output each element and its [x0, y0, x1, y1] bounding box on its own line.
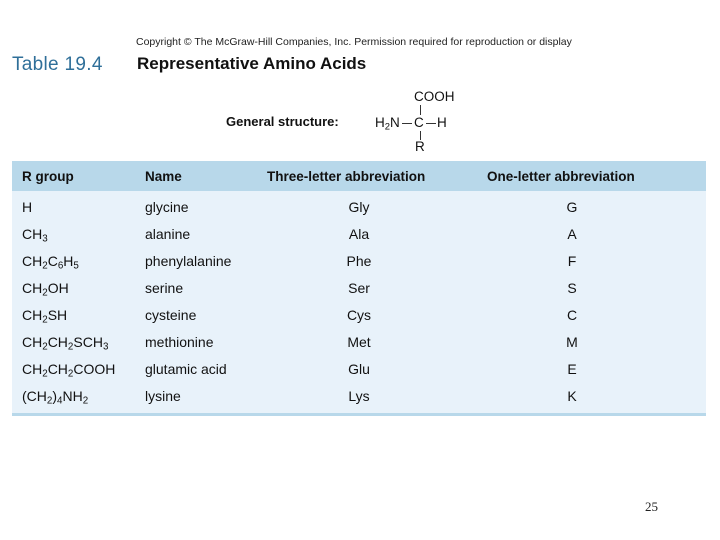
table-row: $CH_2CH_2COOH$ glutamic acid Glu E	[22, 361, 577, 380]
r-group-cell: $CH_2OH$	[22, 280, 69, 299]
table-row: $CH_2C_6H_5$ phenylalanine Phe F	[22, 253, 577, 272]
amino-acid-name-cell: glycine	[145, 199, 189, 215]
column-header-r-group: R group	[22, 169, 74, 184]
page-number: 25	[645, 499, 658, 514]
structure-bond-right	[426, 123, 436, 124]
amino-acid-name-cell: alanine	[145, 226, 191, 242]
r-group-cell: $CH_2SH$	[22, 307, 68, 326]
r-group-cell: $CH_3$	[22, 226, 48, 245]
column-header-three-letter: Three-letter abbreviation	[267, 169, 426, 184]
table-header-row	[12, 161, 706, 191]
amino-acid-name-cell: methionine	[145, 334, 214, 350]
structure-bond-top	[420, 105, 421, 115]
r-group-cell: $CH_2CH_2COOH$	[22, 361, 116, 380]
r-group-cell: $CH_2CH_2SCH_3$	[22, 334, 109, 353]
table-row: $CH_2SH$ cysteine Cys C	[22, 307, 578, 326]
structure-bond-left	[402, 123, 412, 124]
amino-acid-name-cell: glutamic acid	[145, 361, 227, 377]
table-number: Table 19.4	[12, 54, 103, 75]
table-row: $CH_2OH$ serine Ser S	[22, 280, 577, 299]
table-row: $CH_3$ alanine Ala A	[22, 226, 577, 245]
column-header-name: Name	[145, 169, 182, 184]
general-structure	[0, 0, 720, 160]
structure-left-group: $H_2N$	[375, 115, 400, 133]
structure-right-group: H	[437, 115, 447, 130]
amino-acid-name-cell: lysine	[145, 388, 181, 404]
r-group-cell: $(CH_2)_4NH_2$	[22, 388, 89, 407]
structure-center-atom: C	[414, 115, 424, 130]
table-body	[12, 191, 706, 413]
r-group-cell: $CH_2C_6H_5$	[22, 253, 79, 272]
column-header-one-letter: One-letter abbreviation	[487, 169, 635, 184]
general-structure-label: General structure:	[226, 114, 339, 129]
table-row: H glycine Gly G	[22, 199, 578, 215]
amino-acid-name-cell: phenylalanine	[145, 253, 232, 269]
table-bottom-rule	[12, 413, 706, 416]
table-title: Representative Amino Acids	[137, 54, 367, 73]
amino-acid-name-cell: serine	[145, 280, 184, 296]
copyright-notice: Copyright © The McGraw-Hill Companies, Inc. Permission required for reproduction or display	[136, 36, 572, 48]
table-row: $CH_2CH_2SCH_3$ methionine Met M	[22, 334, 578, 353]
structure-top-group: COOH	[414, 89, 455, 104]
structure-bottom-group: R	[415, 139, 425, 154]
amino-acid-name-cell: cysteine	[145, 307, 197, 323]
table-row: $(CH_2)_4NH_2$ lysine Lys K	[22, 388, 577, 407]
r-group-cell: H	[22, 199, 33, 215]
